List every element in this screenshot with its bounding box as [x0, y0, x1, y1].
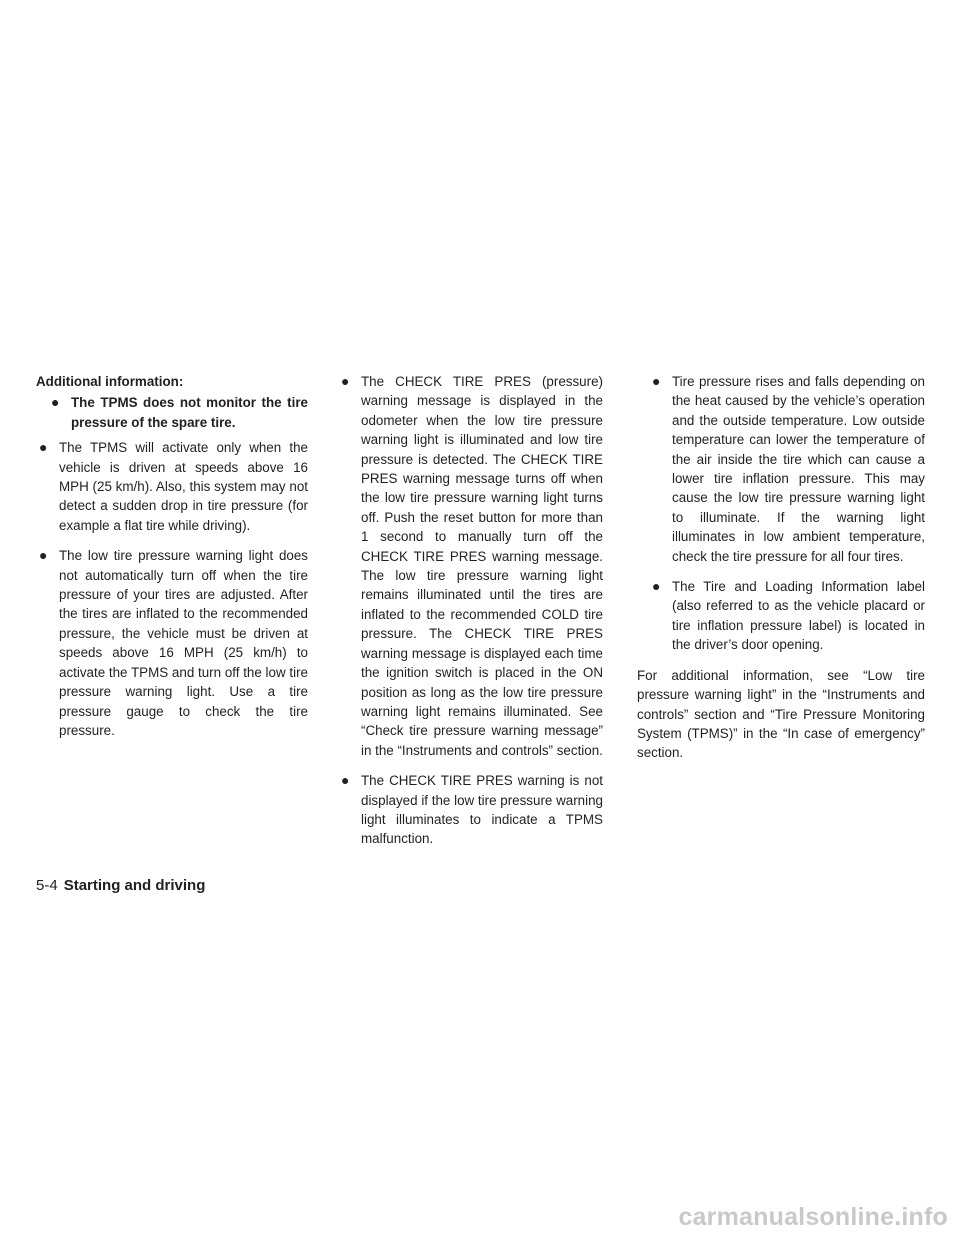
column-3 [637, 372, 925, 763]
column-2 [338, 372, 603, 860]
bullet-item [48, 393, 308, 432]
bullet-item [338, 771, 603, 849]
watermark-logo: carmanualsonline.info [678, 1203, 948, 1231]
bullet-dot-icon: ● [39, 439, 48, 456]
bullet-dot-icon: ● [652, 578, 661, 595]
bullet-dot-icon: ● [51, 394, 60, 411]
additional-info-paragraph: For additional information, see “Low tire pressure warning light” in the “Instruments and controls” section and “Tire Pressure Monitoring System (TPMS)” in the “In case of emergency” section. [637, 667, 925, 761]
section-title: Starting and driving [63, 877, 206, 894]
bullet-item [338, 372, 603, 760]
bullet-text: The CHECK TIRE PRES (pressure) warning message is displayed in the odometer when the low tire pressure warning light is illuminated and low tire pressure is detected. The CHECK TIRE PRES warning message turns off when the low tire pressure warning light turns off. Push the reset button for more than 1 second to manually turn off the CHECK TIRE PRES warning message. The low tire pressure warning light remains illuminated until the tires are inflated to the recommended COLD tire pressure. The CHECK TIRE PRES warning message is displayed each time the ignition switch is placed in the ON position as long as the low tire pressure warning light remains illuminated. See “Check tire pressure warning message” in the “Instruments and controls” section. [361, 374, 603, 758]
bullet-text: The Tire and Loading Information label (also referred to as the vehicle placard or tire inflation pressure label) is located in the driver’s door opening. [672, 579, 925, 653]
bullet-text: Tire pressure rises and falls depending on the heat caused by the vehicle’s operation and the outside temperature. Low outside temperature can lower the temperature of the air inside the tire which can cause a lower tire inflation pressure. This may cause the low tire pressure warning light to illuminate. If the warning light illuminates in low ambient temperature, check the tire pressure for all four tires. [672, 374, 925, 564]
column-1 [36, 372, 308, 751]
bullet-dot-icon: ● [652, 373, 661, 389]
bullet-dot-icon: ● [39, 547, 48, 564]
bullet-dot-icon: ● [341, 772, 350, 789]
page-footer [36, 876, 205, 896]
bullet-dot-icon: ● [341, 373, 350, 389]
bullet-item [36, 546, 308, 740]
bullet-item [649, 372, 925, 566]
section-heading: Additional information: [36, 374, 184, 389]
bullet-text: The TPMS does not monitor the tire pressure of the spare tire. [71, 395, 308, 430]
bullet-text: The low tire pressure warning light does not automatically turn off when the tire pressure of your tires are adjusted. After the tires are inflated to the recommended pressure, the vehicle must be driven at speeds above 16 MPH (25 km/h) to activate the TPMS and turn off the low tire pressure warning light. Use a tire pressure gauge to check the tire pressure. [59, 548, 308, 738]
bullet-item [649, 577, 925, 655]
page-number: 5-4 [36, 877, 58, 894]
bullet-text: The TPMS will activate only when the vehicle is driven at speeds above 16 MPH (25 km/h). Also, this system may not detect a sudden drop in tire pressure (for example a flat tire while driving). [59, 440, 308, 533]
bullet-item [36, 438, 308, 535]
bullet-text: The CHECK TIRE PRES warning is not displayed if the low tire pressure warning light illuminates to indicate a TPMS malfunction. [361, 773, 603, 847]
